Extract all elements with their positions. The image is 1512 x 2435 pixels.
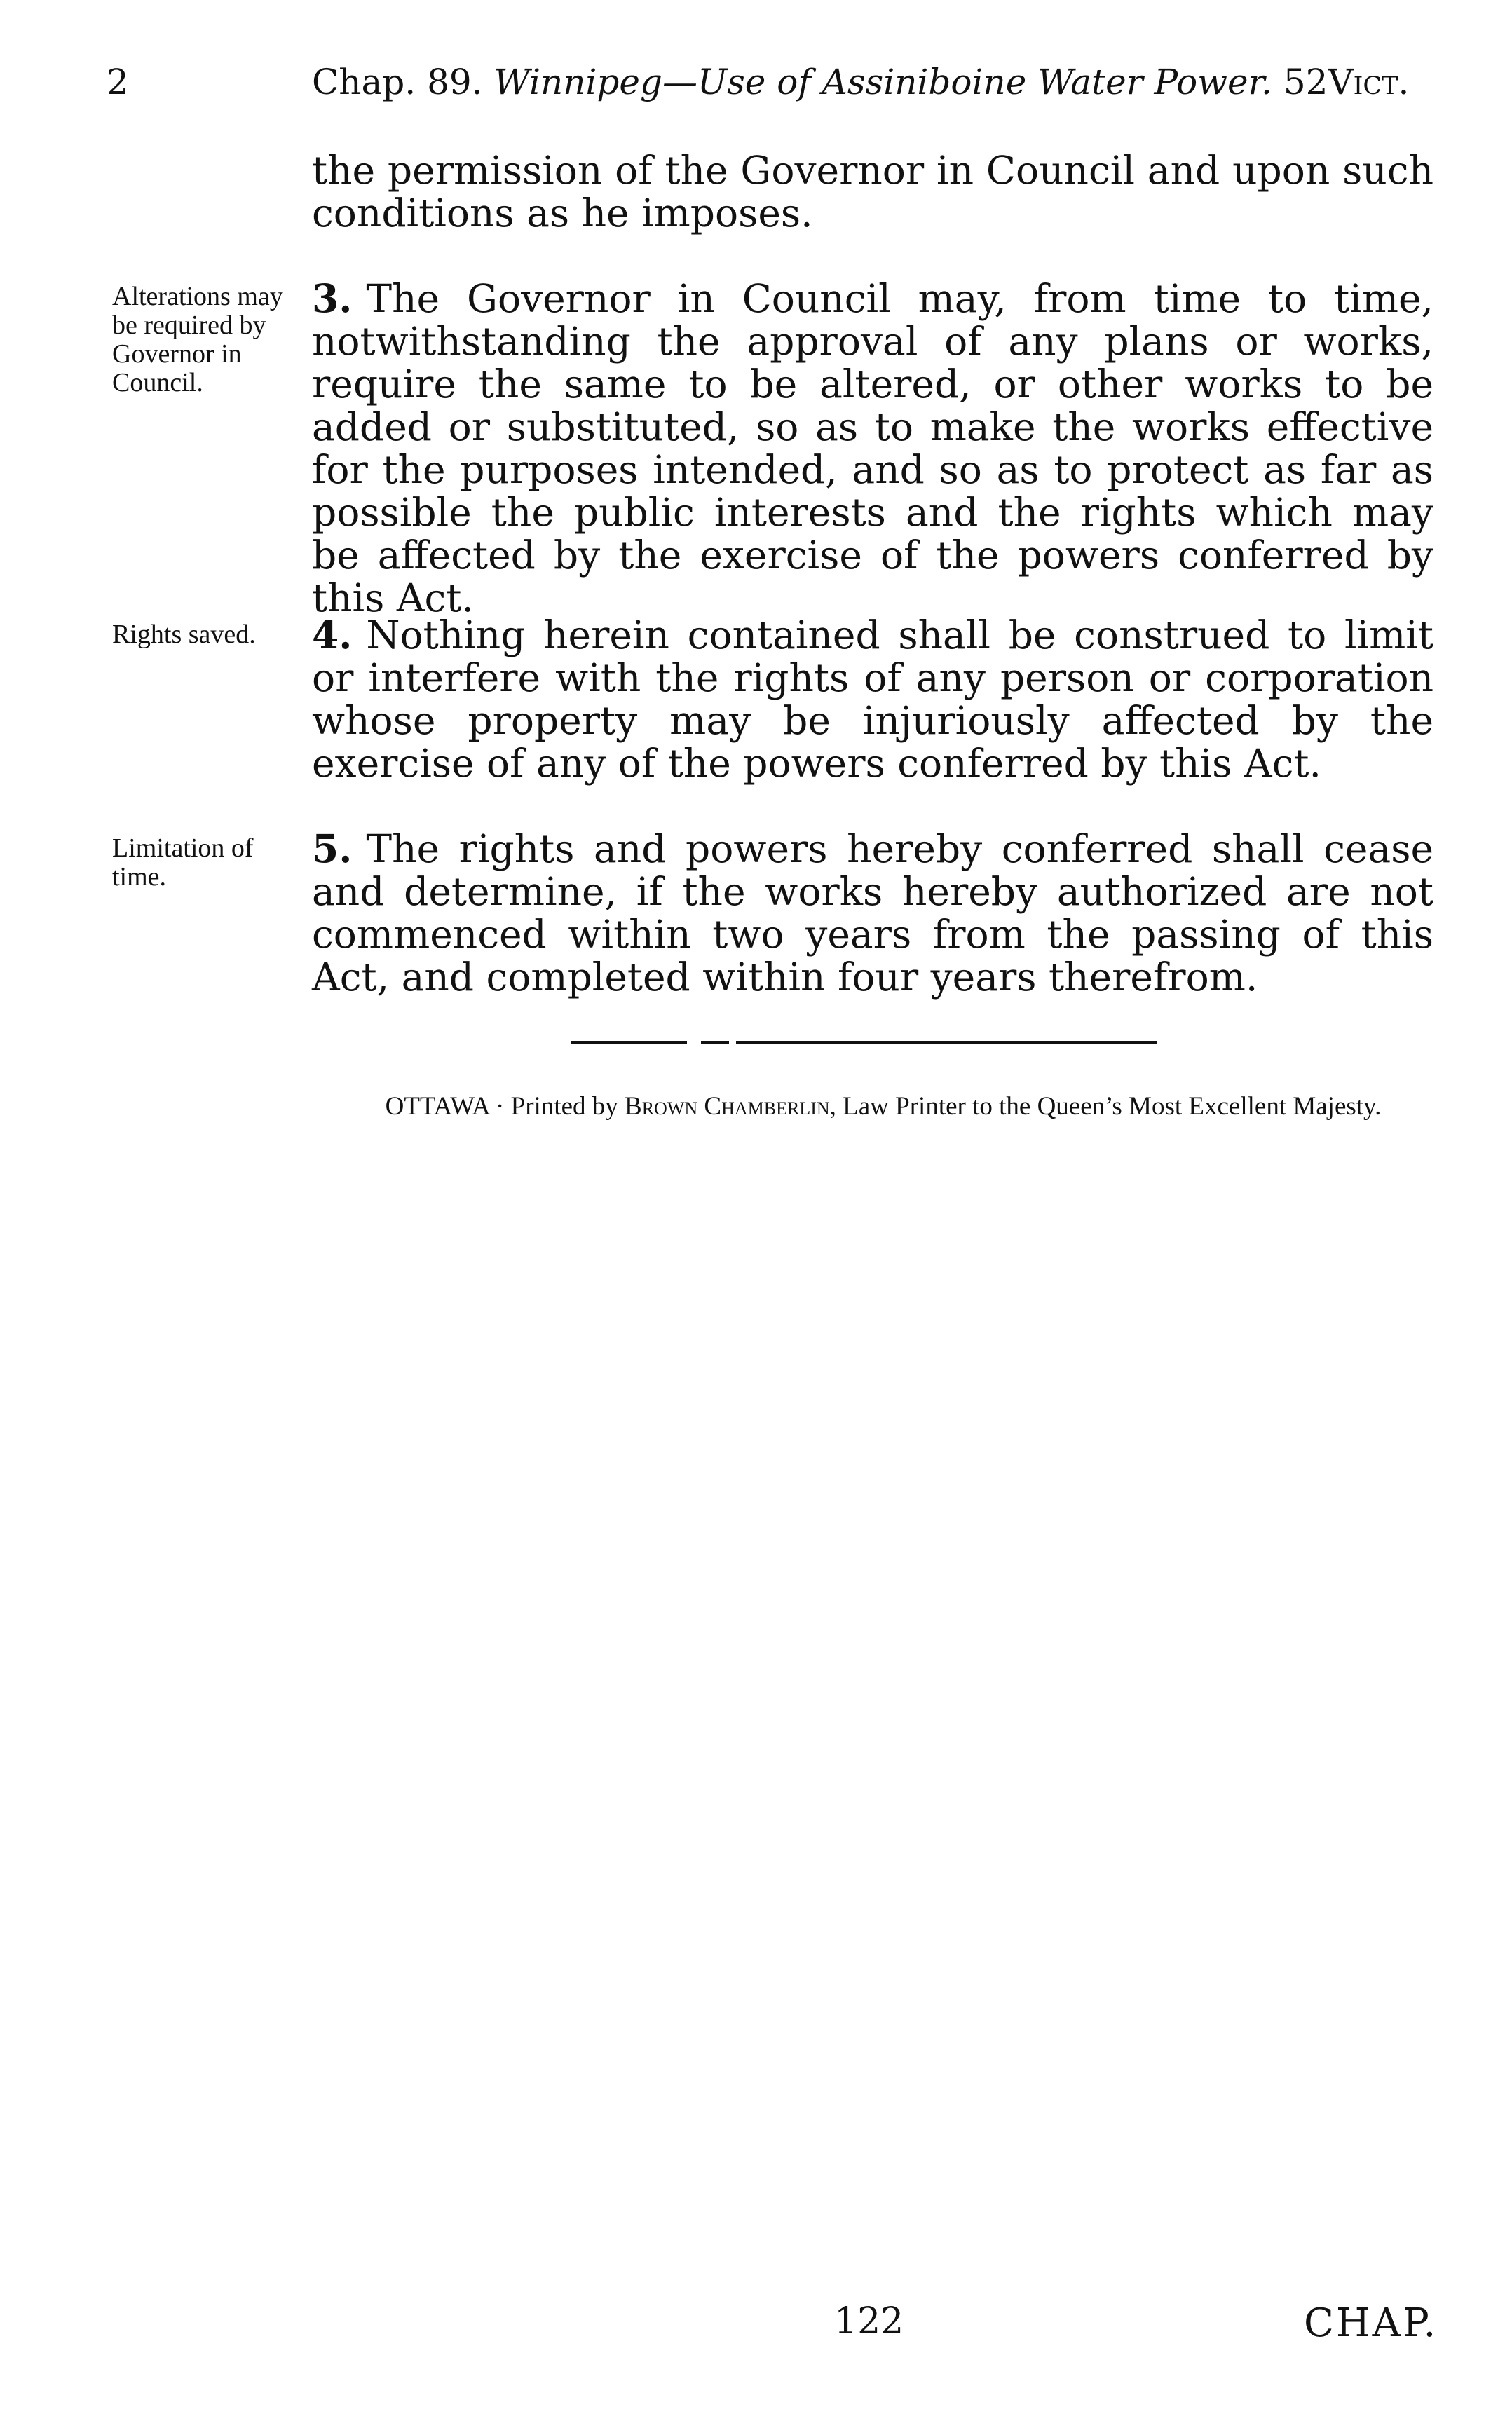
regnal-number: 52 (1283, 62, 1328, 102)
closing-rule (736, 1041, 1157, 1044)
marginal-note-rights-saved: Rights saved. (112, 620, 256, 649)
section-5 (312, 827, 1433, 999)
imprint-printer-name: Brown Chamberlin, (625, 1092, 836, 1121)
marginal-note-alterations: Alterations may be required by Governor in Council. (112, 282, 283, 397)
section-number: 3. (312, 275, 353, 321)
act-title: Winnipeg—Use of Assiniboine Water Power. (493, 62, 1272, 102)
chapter-label: Chap. 89. (312, 62, 483, 102)
section-number: 4. (312, 612, 353, 657)
closing-rule (571, 1041, 687, 1044)
imprint-printed-by: Printed by (510, 1092, 618, 1121)
section-text: The Governor in Council may, from time to time, notwithstanding the approval of any plans or works, require the same to be altered, or other works to be added or substituted, so as to make the works effective for the purposes intended, and so as to protect as far as possible the public interests and the rights which may be affected by the exercise of the powers conferred by this Act. (312, 276, 1433, 620)
section-4 (312, 613, 1433, 785)
imprint-rest: Law Printer to the Queen’s Most Excellent Majesty. (843, 1092, 1382, 1121)
continuation-paragraph: the permission of the Governor in Council and upon such conditions as he imposes. (312, 148, 1433, 236)
catchword: CHAP. (1304, 2300, 1438, 2346)
section-text: Nothing herein contained shall be construed to limit or interfere with the rights of any person or corporation whose property may be injuriously affected by the exercise of any of the powers conferred by this Act. (312, 613, 1433, 786)
section-number: 5. (312, 826, 353, 871)
imprint-place: OTTAWA · (385, 1092, 505, 1121)
closing-rule (701, 1041, 729, 1044)
printer-imprint (336, 1091, 1430, 1121)
folio: 122 (834, 2300, 904, 2342)
marginal-note-limitation: Limitation of time. (112, 833, 254, 892)
section-3 (312, 277, 1433, 620)
page-number: 2 (107, 62, 129, 102)
section-text: The rights and powers hereby conferred shall cease and determine, if the works hereby authorized are not commenced within two years from the passing of this Act, and completed within four years therefrom. (312, 826, 1433, 1000)
running-head (312, 62, 1409, 102)
regnal-abbrev: Vict. (1328, 62, 1410, 102)
